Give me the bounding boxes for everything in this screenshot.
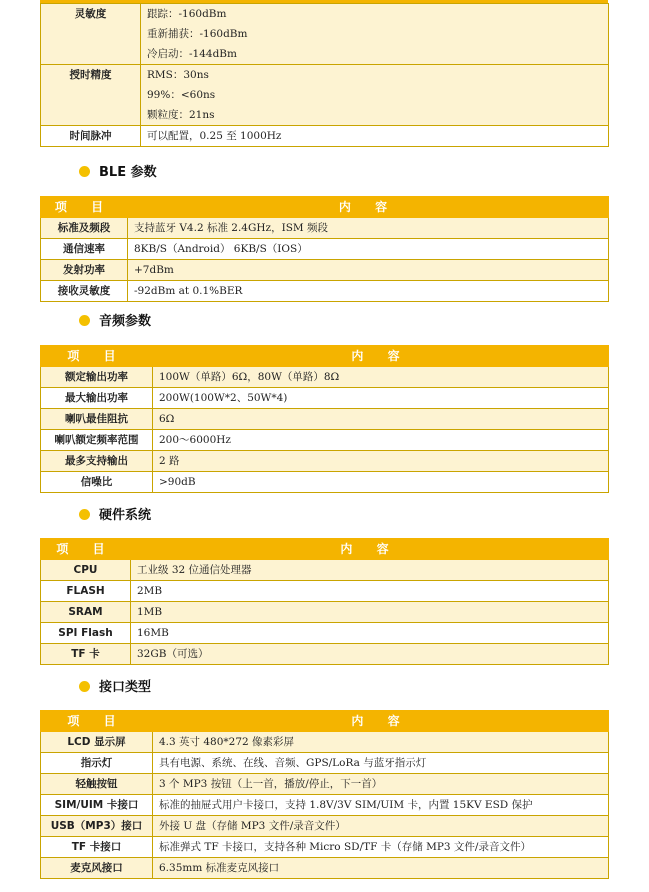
- row-value: 标准的抽屉式用户卡接口，支持 1.8V/3V SIM/UIM 卡，内置 15KV ESD 保护: [153, 795, 609, 816]
- audio-table: [40, 345, 609, 493]
- value-line: 颗粒度：21ns: [147, 109, 215, 121]
- table-row: [41, 472, 609, 493]
- row-value: 标准弹式 TF 卡接口，支持各种 Micro SD/TF 卡（存储 MP3 文件/录音文件）: [153, 837, 609, 858]
- table-row: [41, 602, 609, 623]
- header-item: 项 目: [41, 197, 128, 218]
- row-value: 工业级 32 位通信处理器: [131, 560, 609, 581]
- section-heading-hardware: [79, 506, 151, 526]
- row-key: 指示灯: [41, 753, 153, 774]
- table-row: [41, 560, 609, 581]
- row-value: 1MB: [131, 602, 609, 623]
- row-key: 喇叭最佳阻抗: [41, 409, 153, 430]
- row-key: 发射功率: [41, 260, 128, 281]
- section-title: 接口类型: [99, 680, 152, 695]
- row-value: 8KB/S（Android） 6KB/S（IOS）: [128, 239, 609, 260]
- section-title: 音频参数: [99, 314, 152, 329]
- table-row: [41, 858, 609, 879]
- row-key: FLASH: [41, 581, 131, 602]
- gnss-table: [40, 3, 609, 147]
- bullet-dot-icon: [79, 315, 90, 326]
- table-header-row: [41, 711, 609, 732]
- row-value: -92dBm at 0.1%BER: [128, 281, 609, 302]
- row-value: 200W(100W*2、50W*4): [153, 388, 609, 409]
- table-row: [41, 218, 609, 239]
- row-value: 支持蓝牙 V4.2 标准 2.4GHz，ISM 频段: [128, 218, 609, 239]
- table-row: [41, 260, 609, 281]
- table-row: [41, 430, 609, 451]
- row-key: SIM/UIM 卡接口: [41, 795, 153, 816]
- row-value: 2 路: [153, 451, 609, 472]
- table-row: [41, 126, 609, 147]
- table-row: [41, 774, 609, 795]
- section-heading-ble: [79, 163, 157, 183]
- section-title: BLE 参数: [99, 165, 157, 180]
- row-value: 6.35mm 标准麦克风接口: [153, 858, 609, 879]
- row-key: 喇叭额定频率范围: [41, 430, 153, 451]
- value-line: 99%：<60ns: [147, 89, 216, 101]
- row-key: 最大输出功率: [41, 388, 153, 409]
- row-key: 接收灵敏度: [41, 281, 128, 302]
- row-value: +7dBm: [128, 260, 609, 281]
- row-value: 可以配置，0.25 至 1000Hz: [141, 126, 609, 147]
- row-value: 100W（单路）6Ω，80W（单路）8Ω: [153, 367, 609, 388]
- row-value: 具有电源、系统、在线、音频、GPS/LoRa 与蓝牙指示灯: [153, 753, 609, 774]
- table-row: [41, 409, 609, 430]
- row-value: [141, 65, 609, 126]
- row-key: 信噪比: [41, 472, 153, 493]
- section-title: 硬件系统: [99, 508, 152, 523]
- row-key: 灵敏度: [41, 4, 141, 65]
- table-row: [41, 816, 609, 837]
- table-row: [41, 795, 609, 816]
- bullet-dot-icon: [79, 509, 90, 520]
- header-content: 内 容: [153, 346, 609, 367]
- table-header-row: [41, 346, 609, 367]
- row-key: CPU: [41, 560, 131, 581]
- row-key: 通信速率: [41, 239, 128, 260]
- row-key: TF 卡: [41, 644, 131, 665]
- value-line: RMS：30ns: [147, 69, 209, 81]
- table-row: [41, 4, 609, 65]
- row-value: 3 个 MP3 按钮（上一首，播放/停止，下一首）: [153, 774, 609, 795]
- row-value: 6Ω: [153, 409, 609, 430]
- row-key: 麦克风接口: [41, 858, 153, 879]
- value-line: 重新捕获：-160dBm: [147, 28, 248, 40]
- header-content: 内 容: [153, 711, 609, 732]
- row-key: LCD 显示屏: [41, 732, 153, 753]
- table-header-row: [41, 539, 609, 560]
- header-content: 内 容: [131, 539, 609, 560]
- table-row: [41, 451, 609, 472]
- table-row: [41, 732, 609, 753]
- row-key: 授时精度: [41, 65, 141, 126]
- row-key: USB（MP3）接口: [41, 816, 153, 837]
- header-item: 项 目: [41, 346, 153, 367]
- section-heading-audio: [79, 312, 151, 332]
- table-row: [41, 281, 609, 302]
- table-row: [41, 388, 609, 409]
- row-value: 16MB: [131, 623, 609, 644]
- row-key: 额定输出功率: [41, 367, 153, 388]
- row-key: SPI Flash: [41, 623, 131, 644]
- row-key: 标准及频段: [41, 218, 128, 239]
- table-row: [41, 239, 609, 260]
- row-value: 32GB（可选）: [131, 644, 609, 665]
- header-item: 项 目: [41, 539, 131, 560]
- row-key: 最多支持输出: [41, 451, 153, 472]
- row-value: 2MB: [131, 581, 609, 602]
- value-line: 冷启动：-144dBm: [147, 48, 237, 60]
- table-row: [41, 65, 609, 126]
- ble-table: [40, 196, 609, 302]
- row-value: 4.3 英寸 480*272 像素彩屏: [153, 732, 609, 753]
- header-item: 项 目: [41, 711, 153, 732]
- value-line: 跟踪：-160dBm: [147, 8, 227, 20]
- table-row: [41, 753, 609, 774]
- row-key: TF 卡接口: [41, 837, 153, 858]
- row-key: 轻触按钮: [41, 774, 153, 795]
- header-content: 内 容: [128, 197, 609, 218]
- row-value: 外接 U 盘（存储 MP3 文件/录音文件）: [153, 816, 609, 837]
- row-value: [141, 4, 609, 65]
- row-key: SRAM: [41, 602, 131, 623]
- table-row: [41, 623, 609, 644]
- table-row: [41, 581, 609, 602]
- table-header-row: [41, 197, 609, 218]
- table-row: [41, 367, 609, 388]
- bullet-dot-icon: [79, 681, 90, 692]
- table-row: [41, 837, 609, 858]
- hardware-table: [40, 538, 609, 665]
- row-key: 时间脉冲: [41, 126, 141, 147]
- table-row: [41, 644, 609, 665]
- row-value: 200～6000Hz: [153, 430, 609, 451]
- section-heading-interfaces: [79, 678, 151, 698]
- bullet-dot-icon: [79, 166, 90, 177]
- row-value: >90dB: [153, 472, 609, 493]
- interfaces-table: [40, 710, 609, 879]
